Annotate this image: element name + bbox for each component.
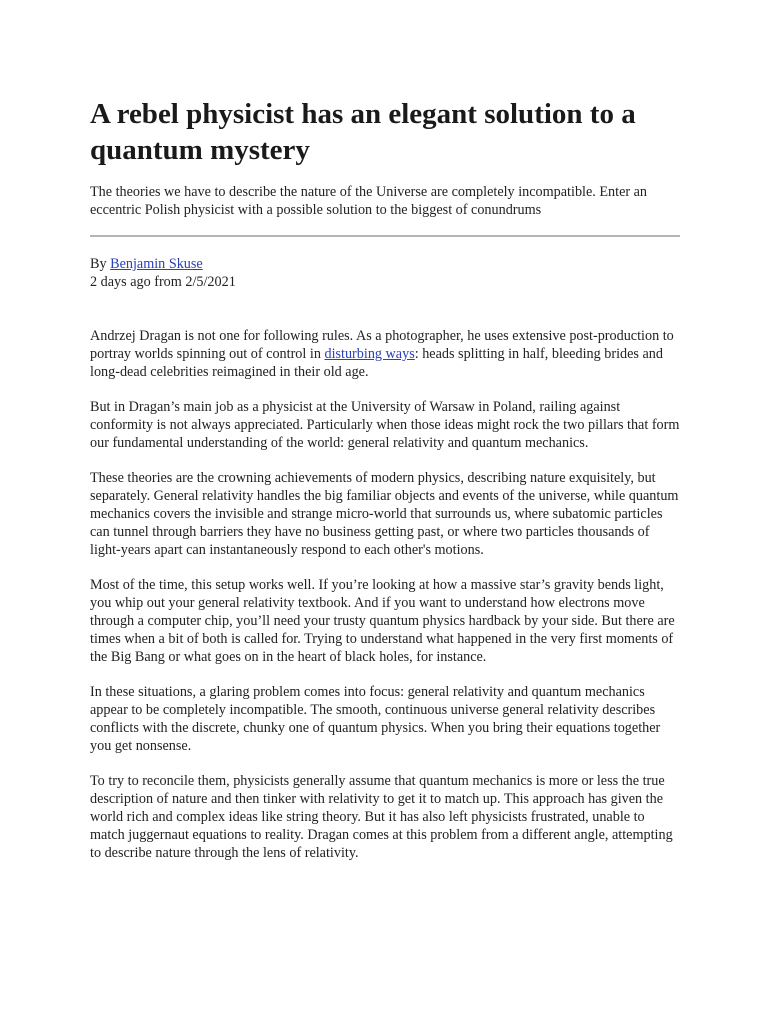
paragraph-2: But in Dragan’s main job as a physicist at the University of Warsaw in Poland, railing against conformity is not always appreciated. Particularly when those ideas might rock the two pillars that form our fundamental understanding of the world: general relativity and quantum mechanics.	[90, 399, 680, 451]
paragraph-1	[90, 327, 680, 381]
paragraph-4: Most of the time, this setup works well. If you’re looking at how a massive star’s gravity bends light, you whip out your general relativity textbook. And if you want to understand how electrons move through a computer chip, you’ll need your trusty quantum physics hardback by your side. But there are times when a bit of both is called for. Trying to understand what happened in the very first moments of the Big Bang or what goes on in the heart of black holes, for instance.	[90, 577, 675, 665]
article-title: A rebel physicist has an elegant solution to a quantum mystery	[90, 98, 636, 166]
paragraph-3: These theories are the crowning achievements of modern physics, describing nature exquisitely, but separately. General relativity handles the big familiar objects and events of the universe, while quantum mechanics covers the invisible and strange micro-world that surrounds us, where subatomic particles can tunnel through barriers they have no business getting past, or where two particles thousands of light-years apart can instantaneously respond to each other's motions.	[90, 470, 679, 558]
article-standfirst: The theories we have to describe the nature of the Universe are completely incompatible. Enter an eccentric Polish physicist with a possible solution to the biggest of conundrums	[90, 184, 648, 218]
p1-text-after: : heads splitting in half, bleeding brides and long-dead celebrities reimagined in their old age.	[90, 346, 663, 380]
date-line: 2 days ago from 2/5/2021	[90, 274, 236, 290]
article-body	[90, 327, 680, 879]
divider	[90, 235, 680, 237]
byline	[90, 255, 680, 291]
author-link[interactable]: Benjamin Skuse	[110, 256, 203, 272]
disturbing-ways-link[interactable]: disturbing ways	[324, 346, 415, 362]
paragraph-5: In these situations, a glaring problem comes into focus: general relativity and quantum mechanics appear to be completely incompatible. The smooth, continuous universe general relativity describes conflicts with the discrete, chunky one of quantum physics. When you bring their equations together you get nonsense.	[90, 684, 661, 754]
byline-prefix: By	[90, 256, 111, 272]
author-line	[90, 255, 680, 273]
p1-text-before: Andrzej Dragan is not one for following rules. As a photographer, he uses extensive post-production to portray worlds spinning out of control in	[90, 328, 674, 362]
paragraph-6: To try to reconcile them, physicists generally assume that quantum mechanics is more or less the true description of nature and then tinker with relativity to get it to match up. This approach has given the world rich and complex ideas like string theory. But it has also left physicists frustrated, unable to match juggernaut equations to reality. Dragan comes at this problem from a different angle, attempting to describe nature through the lens of relativity.	[90, 773, 673, 861]
